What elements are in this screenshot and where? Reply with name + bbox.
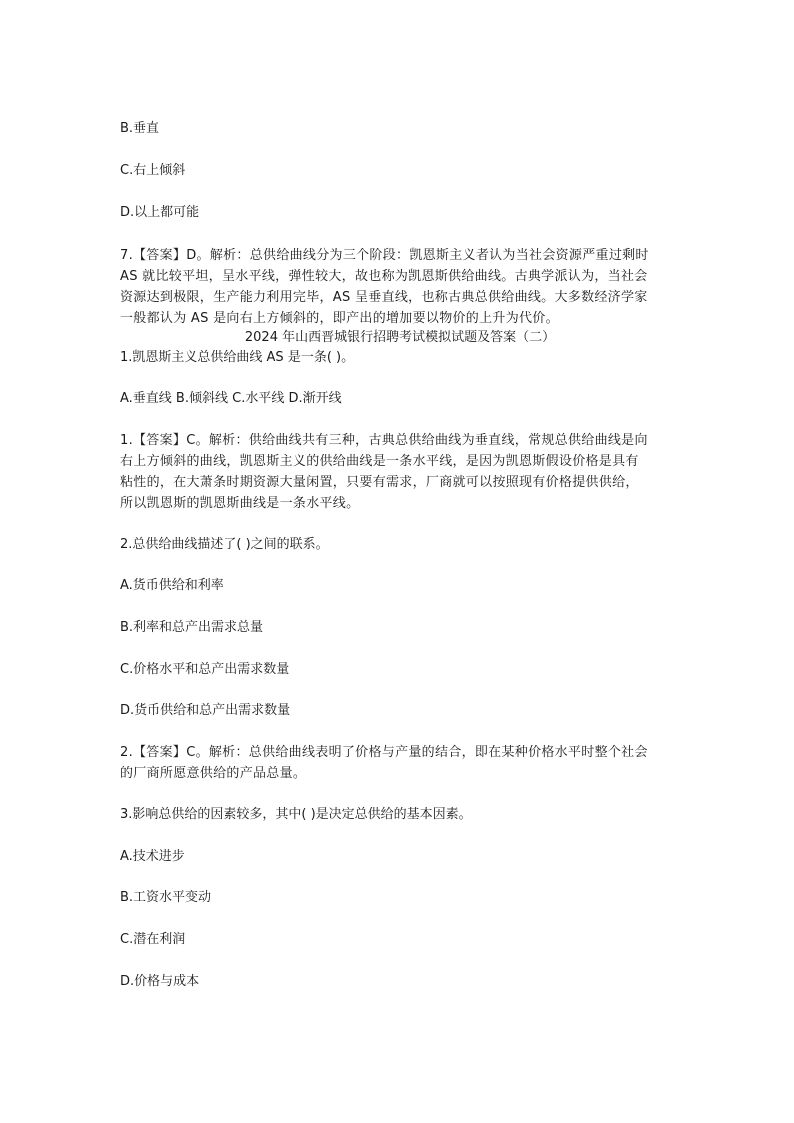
q1-answer-line: 1.【答案】C。解析：供给曲线共有三种，古典总供给曲线为垂直线，常规总供给曲线是向 (120, 433, 648, 448)
q3-stem: 3.影响总供给的因素较多，其中( )是决定总供给的基本因素。 (120, 807, 472, 822)
q2-option-b: B.利率和总产出需求总量 (120, 620, 264, 635)
q1-answer-explanation (120, 430, 680, 514)
q2-answer-explanation (120, 742, 680, 784)
q7-answer-explanation (120, 245, 680, 329)
q3-option-b: B.工资水平变动 (120, 890, 212, 905)
q3-option-d: D.价格与成本 (120, 974, 200, 989)
q2-answer-line: 2.【答案】C。解析：总供给曲线表明了价格与产量的结合，即在某种价格水平时整个社会 (120, 745, 648, 760)
q7-answer-line: AS 就比较平坦，呈水平线，弹性较大，故也称为凯恩斯供给曲线。古典学派认为，当社会 (120, 269, 648, 284)
q7-answer-line: 一般都认为 AS 是向右上方倾斜的，即产出的增加要以物价的上升为代价。 (120, 311, 559, 326)
q3-option-a: A.技术进步 (120, 849, 185, 864)
q3-option-c: C.潜在利润 (120, 932, 186, 947)
q6-option-d: D.以上都可能 (120, 205, 200, 220)
q1-answer-line: 所以凯恩斯的凯恩斯曲线是一条水平线。 (120, 496, 360, 511)
q7-answer-line: 7.【答案】D。解析：总供给曲线分为三个阶段：凯恩斯主义者认为当社会资源严重过剩时 (120, 248, 649, 263)
q2-stem: 2.总供给曲线描述了( )之间的联系。 (120, 537, 329, 552)
q7-answer-line: 资源达到极限，生产能力利用完毕，AS 呈垂直线，也称古典总供给曲线。大多数经济学家 (120, 290, 648, 305)
q2-option-a: A.货币供给和利率 (120, 578, 224, 593)
q2-option-c: C.价格水平和总产出需求数量 (120, 662, 290, 677)
q6-option-b: B.垂直 (120, 121, 160, 136)
q2-option-d: D.货币供给和总产出需求数量 (120, 703, 291, 718)
q1-options: A.垂直线 B.倾斜线 C.水平线 D.渐开线 (120, 391, 342, 406)
section-title: 2024 年山西晋城银行招聘考试模拟试题及答案（二） (244, 330, 556, 345)
q6-option-c: C.右上倾斜 (120, 163, 186, 178)
q1-answer-line: 粘性的，在大萧条时期资源大量闲置，只要有需求，厂商就可以按照现有价格提供供给， (120, 475, 639, 490)
q1-stem: 1.凯恩斯主义总供给曲线 AS 是一条( )。 (120, 350, 355, 365)
q2-answer-line: 的厂商所愿意供给的产品总量。 (120, 766, 307, 781)
q1-answer-line: 右上方倾斜的曲线，凯恩斯主义的供给曲线是一条水平线，是因为凯恩斯假设价格是具有 (120, 454, 639, 469)
